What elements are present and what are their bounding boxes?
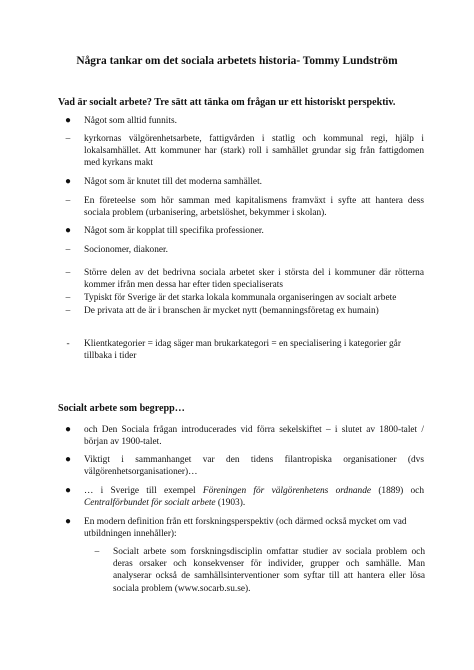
list-item-text bbox=[84, 485, 424, 497]
list-item-text: välgörenhetsorganisationer)… bbox=[84, 467, 198, 478]
organization-name: Föreningen för välgörenhetens ordnande bbox=[202, 486, 372, 496]
bullet-marker: ● bbox=[64, 454, 72, 465]
dash-marker: – bbox=[65, 306, 71, 316]
text-segment: … i Sverige till exempel bbox=[84, 486, 203, 496]
list-item-text: Socialt arbete som forskningsdisciplin omfattar studier av sociala problem och bbox=[113, 547, 425, 557]
list-item bbox=[64, 225, 424, 237]
list-item-text: utbildningen innehåller): bbox=[84, 529, 177, 540]
list-item-text: Socionomer, diakoner. bbox=[84, 245, 168, 255]
list-item-text: sociala problem (urbanisering, arbetslöshet, bekymmer i skolan). bbox=[84, 208, 327, 219]
list-item-text: Något som alltid funnits. bbox=[84, 116, 177, 126]
bullet-marker: ● bbox=[64, 424, 72, 435]
list-item-text: Något som är knutet till det moderna samhället. bbox=[84, 177, 263, 187]
bullet-marker: ● bbox=[64, 485, 72, 496]
list-item-text: tillbaka i tider bbox=[84, 351, 137, 362]
organization-name: Centralförbundet för socialt arbete bbox=[84, 498, 216, 509]
dash-marker: – bbox=[65, 134, 71, 144]
list-item-text bbox=[84, 497, 424, 509]
dash-marker: – bbox=[65, 245, 71, 255]
section-heading-what-is-social-work: Vad är socialt arbete? Tre sätt att tänka om frågan ur ett historiskt perspektiv. bbox=[58, 97, 396, 108]
hyphen-marker: - bbox=[66, 339, 70, 349]
list-item bbox=[65, 292, 424, 304]
list-item bbox=[64, 115, 424, 127]
list-item bbox=[64, 424, 424, 448]
list-item bbox=[94, 546, 425, 595]
list-item-text: De privata att de är i branschen är mycket nytt (bemanningsföretag ex humain) bbox=[84, 306, 379, 316]
list-item-text: kommer ifrån men dessa har efter tiden specialiserats bbox=[84, 280, 283, 291]
list-item-text: deras orsaker och konsekvenser för individer, grupper och samhälle. Man bbox=[113, 559, 425, 570]
list-item-text: lokalsamhället. Att kommuner har (stark) roll i samhället grundar sig från fattigdomen bbox=[84, 146, 424, 157]
list-item bbox=[64, 176, 424, 188]
dash-marker: – bbox=[65, 293, 71, 303]
list-item-text: Något som är kopplat till specifika professioner. bbox=[84, 226, 264, 236]
dash-marker: – bbox=[65, 196, 71, 206]
list-item-text: Klientkategorier = idag säger man brukarkategori = en specialisering i kategorier går bbox=[84, 339, 401, 349]
list-item-text: Större delen av det bedrivna sociala arbetet sker i största del i kommuner där rötterna bbox=[84, 268, 424, 278]
list-item-text: kyrkornas välgörenhetsarbete, fattigvården i statlig och kommunal regi, hjälp i bbox=[84, 134, 424, 144]
list-item-text: början av 1900-talet. bbox=[84, 437, 162, 448]
list-item-text: analyserar också de samhällsinterventioner som syftar till att hantera eller lösa bbox=[113, 571, 425, 582]
bullet-marker: ● bbox=[64, 115, 72, 126]
list-item bbox=[65, 195, 424, 219]
list-item bbox=[65, 305, 424, 317]
list-item bbox=[65, 133, 424, 170]
section-heading-social-work-as-concept: Socialt arbete som begrepp… bbox=[58, 403, 185, 414]
list-item-text: Viktigt i sammanhanget var den tidens filantropiska organisationer (dvs bbox=[84, 455, 424, 465]
list-item bbox=[64, 516, 424, 540]
bullet-marker: ● bbox=[64, 225, 72, 236]
dash-marker: – bbox=[94, 547, 100, 557]
document-title: Några tankar om det sociala arbetets historia- Tommy Lundström bbox=[76, 55, 398, 67]
list-item-text: och Den Sociala frågan introducerades vid förra sekelskiftet – i slutet av 1800-talet / bbox=[84, 425, 424, 435]
list-item-text: sociala problem (www.socarb.su.se). bbox=[113, 583, 251, 594]
list-item bbox=[64, 454, 424, 478]
bullet-marker: ● bbox=[64, 516, 72, 527]
list-item bbox=[65, 267, 424, 291]
text-segment: (1889) och bbox=[371, 486, 424, 496]
list-item-text: En företeelse som hör samman med kapitalismens framväxt i syfte att hantera dess bbox=[84, 196, 424, 206]
dash-marker: – bbox=[65, 268, 71, 278]
list-item-text: En modern definition från ett forskningsperspektiv (och därmed också mycket om vad bbox=[84, 517, 407, 527]
list-item-text: Typiskt för Sverige är det starka lokala kommunala organiseringen av socialt arbete bbox=[84, 293, 397, 303]
list-item-text: med kyrkans makt bbox=[84, 158, 154, 169]
text-segment: (1903). bbox=[215, 498, 246, 509]
list-item bbox=[64, 485, 424, 509]
list-item bbox=[65, 244, 424, 256]
list-item bbox=[66, 338, 424, 362]
bullet-marker: ● bbox=[64, 176, 72, 187]
